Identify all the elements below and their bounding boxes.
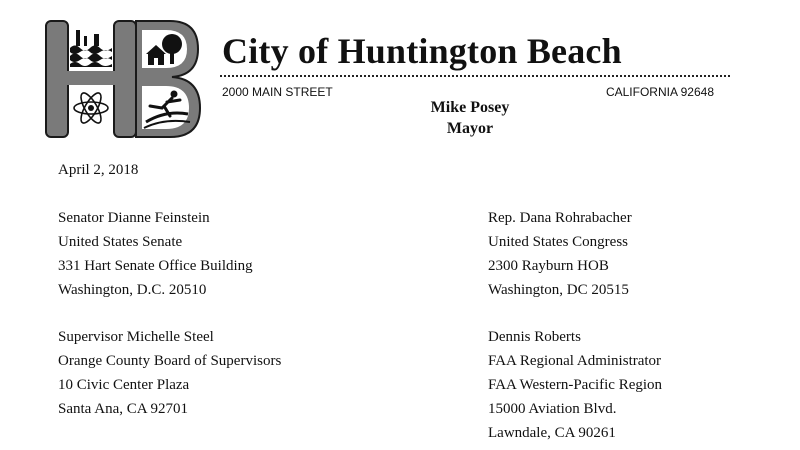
recipient-org: United States Congress xyxy=(488,234,628,250)
recipient-address-rohrabacher xyxy=(488,206,632,302)
mayor-title: Mayor xyxy=(446,120,494,137)
recipient-city: Santa Ana, CA 92701 xyxy=(58,401,188,417)
recipient-street: 2300 Rayburn HOB xyxy=(488,258,609,274)
letterhead-divider xyxy=(220,75,730,77)
recipient-org: United States Senate xyxy=(58,234,183,250)
atom-icon xyxy=(70,86,112,130)
recipient-address-roberts xyxy=(488,325,662,445)
recipient-name: Senator Dianne Feinstein xyxy=(58,210,210,226)
city-title: City of Huntington Beach xyxy=(222,31,622,71)
recipient-org: FAA Western-Pacific Region xyxy=(488,377,663,393)
recipient-city: Washington, DC 20515 xyxy=(488,282,629,298)
recipient-city: Washington, D.C. 20510 xyxy=(58,282,207,298)
recipient-address-steel xyxy=(58,325,281,421)
recipient-street: 15000 Aviation Blvd. xyxy=(488,401,617,417)
city-logo xyxy=(42,18,202,140)
mayor-name: Mike Posey xyxy=(430,99,510,116)
recipient-name: Dennis Roberts xyxy=(488,329,581,345)
recipient-address-feinstein xyxy=(58,206,253,302)
state-zip: CALIFORNIA 92648 xyxy=(605,85,714,99)
street-address: 2000 MAIN STREET xyxy=(222,85,333,99)
letter-date: April 2, 2018 xyxy=(58,162,139,178)
recipient-city: Lawndale, CA 90261 xyxy=(488,425,616,441)
recipient-org: Orange County Board of Supervisors xyxy=(58,353,282,369)
pier-waves-icon xyxy=(70,26,112,68)
recipient-street: 331 Hart Senate Office Building xyxy=(58,258,253,274)
recipient-name: Supervisor Michelle Steel xyxy=(58,329,214,345)
recipient-street: 10 Civic Center Plaza xyxy=(58,377,190,393)
recipient-name: Rep. Dana Rohrabacher xyxy=(488,210,632,226)
recipient-title: FAA Regional Administrator xyxy=(488,353,662,369)
